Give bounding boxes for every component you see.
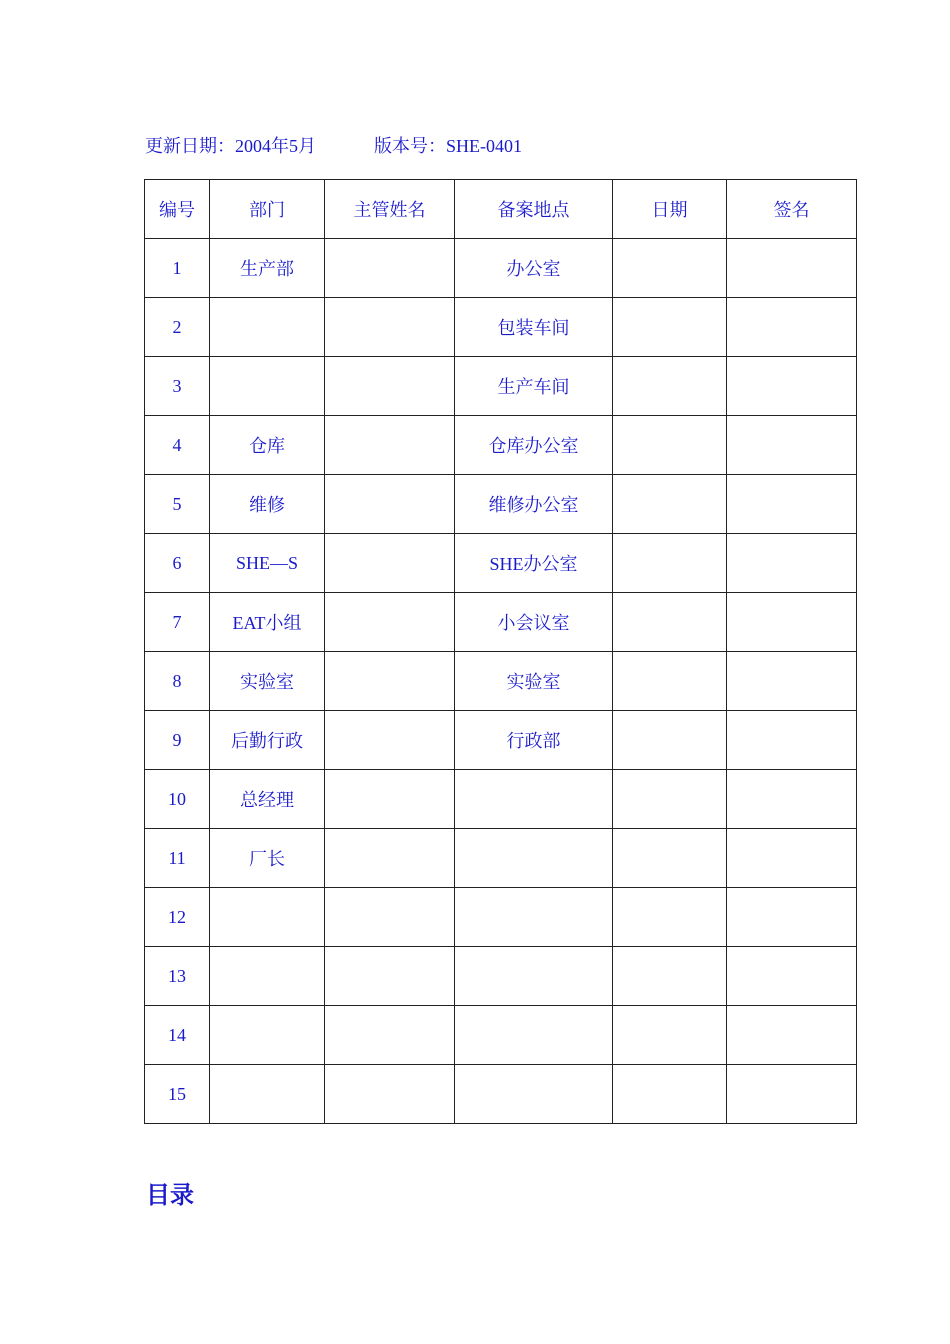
cell-signature [727,239,857,298]
table-row [145,1065,857,1124]
register-table [144,179,857,1124]
cell-signature [727,416,857,475]
cell-signature [727,534,857,593]
cell-supervisor [325,652,455,711]
cell-department: SHE—S [210,534,325,593]
cell-department [210,357,325,416]
cell-location [455,1065,613,1124]
cell-department [210,947,325,1006]
cell-number: 1 [145,239,210,298]
cell-number: 8 [145,652,210,711]
cell-supervisor [325,770,455,829]
cell-number: 11 [145,829,210,888]
table-body [145,239,857,1124]
table-row [145,593,857,652]
cell-date [613,947,727,1006]
cell-number: 13 [145,947,210,1006]
cell-location: 小会议室 [455,593,613,652]
cell-date [613,711,727,770]
column-header-supervisor: 主管姓名 [325,180,455,239]
table-row [145,1006,857,1065]
table-row [145,298,857,357]
cell-location: 实验室 [455,652,613,711]
table-row [145,947,857,1006]
cell-supervisor [325,416,455,475]
cell-department [210,1006,325,1065]
cell-date [613,239,727,298]
table-row [145,475,857,534]
cell-supervisor [325,829,455,888]
cell-department: 生产部 [210,239,325,298]
cell-date [613,1006,727,1065]
cell-supervisor [325,711,455,770]
cell-signature [727,298,857,357]
cell-location: SHE办公室 [455,534,613,593]
cell-signature [727,888,857,947]
table-row [145,652,857,711]
cell-supervisor [325,947,455,1006]
cell-date [613,534,727,593]
cell-number: 12 [145,888,210,947]
cell-department: 仓库 [210,416,325,475]
cell-supervisor [325,888,455,947]
cell-supervisor [325,593,455,652]
table-row [145,357,857,416]
cell-supervisor [325,1006,455,1065]
cell-department: EAT小组 [210,593,325,652]
cell-number: 6 [145,534,210,593]
cell-number: 10 [145,770,210,829]
cell-department: 后勤行政 [210,711,325,770]
cell-number: 3 [145,357,210,416]
cell-signature [727,947,857,1006]
cell-date [613,357,727,416]
cell-location [455,888,613,947]
cell-location [455,770,613,829]
cell-supervisor [325,534,455,593]
cell-number: 4 [145,416,210,475]
cell-number: 14 [145,1006,210,1065]
cell-signature [727,1006,857,1065]
cell-department: 维修 [210,475,325,534]
cell-department: 厂长 [210,829,325,888]
version-number: 版本号：SHE-0401 [374,136,522,156]
cell-number: 5 [145,475,210,534]
cell-date [613,652,727,711]
cell-number: 2 [145,298,210,357]
cell-location [455,1006,613,1065]
cell-department: 实验室 [210,652,325,711]
cell-supervisor [325,239,455,298]
column-header-date: 日期 [613,180,727,239]
cell-department [210,888,325,947]
toc-title: 目录 [146,1181,194,1209]
table-header-row [145,180,857,239]
column-header-number: 编号 [145,180,210,239]
cell-location: 维修办公室 [455,475,613,534]
column-header-location: 备案地点 [455,180,613,239]
cell-location: 行政部 [455,711,613,770]
cell-supervisor [325,1065,455,1124]
cell-date [613,416,727,475]
cell-date [613,770,727,829]
cell-department [210,1065,325,1124]
cell-number: 15 [145,1065,210,1124]
cell-location: 仓库办公室 [455,416,613,475]
cell-number: 9 [145,711,210,770]
cell-location: 包装车间 [455,298,613,357]
cell-signature [727,475,857,534]
table-row [145,239,857,298]
cell-date [613,475,727,534]
cell-signature [727,357,857,416]
table-row [145,770,857,829]
cell-signature [727,593,857,652]
column-header-department: 部门 [210,180,325,239]
table-row [145,711,857,770]
cell-location: 办公室 [455,239,613,298]
cell-signature [727,770,857,829]
document-header [145,133,522,159]
table-row [145,416,857,475]
cell-supervisor [325,475,455,534]
cell-location [455,829,613,888]
column-header-signature: 签名 [727,180,857,239]
cell-date [613,829,727,888]
cell-department: 总经理 [210,770,325,829]
cell-number: 7 [145,593,210,652]
table-row [145,829,857,888]
cell-signature [727,652,857,711]
cell-department [210,298,325,357]
cell-date [613,593,727,652]
cell-date [613,888,727,947]
table-row [145,888,857,947]
update-date: 更新日期：2004年5月 [145,136,316,156]
cell-date [613,298,727,357]
cell-signature [727,711,857,770]
cell-supervisor [325,298,455,357]
table-row [145,534,857,593]
cell-date [613,1065,727,1124]
cell-signature [727,829,857,888]
cell-location: 生产车间 [455,357,613,416]
cell-supervisor [325,357,455,416]
cell-signature [727,1065,857,1124]
cell-location [455,947,613,1006]
